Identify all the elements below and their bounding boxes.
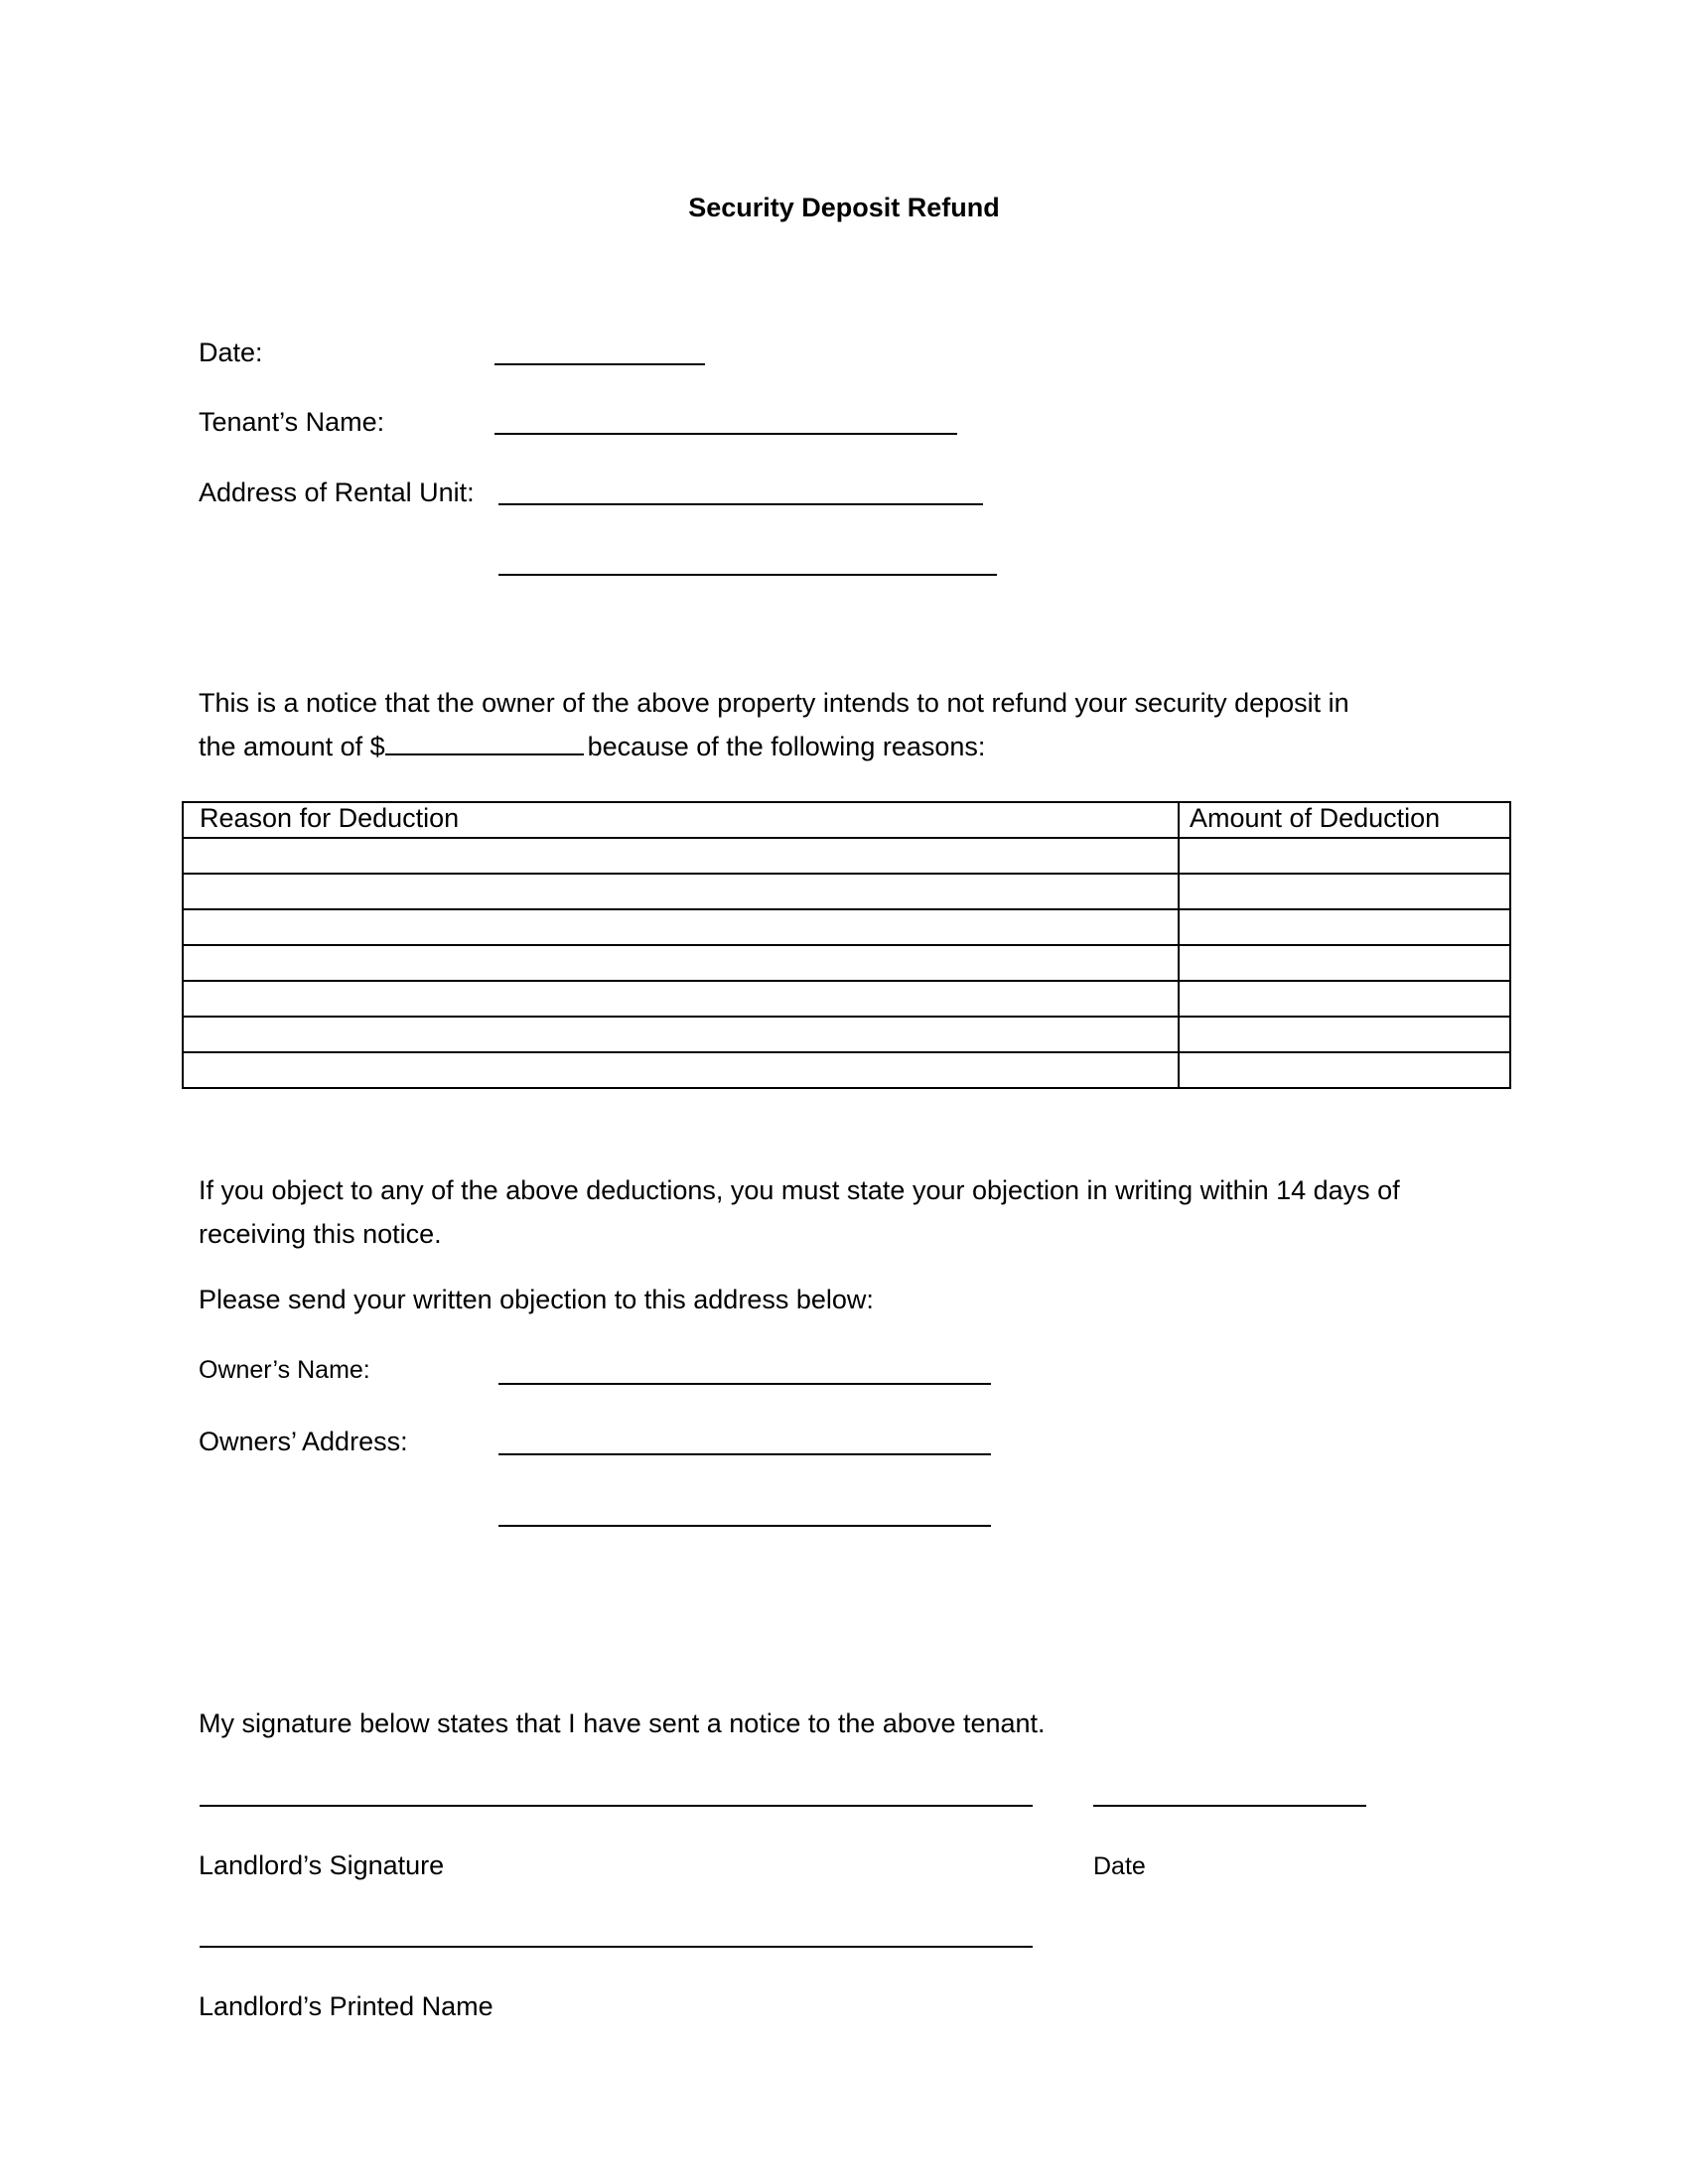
amount-cell[interactable] <box>1179 945 1510 981</box>
rental-address-field-line2[interactable] <box>498 574 997 576</box>
landlord-signature-label: Landlord’s Signature <box>199 1850 445 1880</box>
table-row <box>183 838 1510 874</box>
signature-date-field[interactable] <box>1093 1805 1366 1807</box>
reason-cell[interactable] <box>183 838 1179 874</box>
reason-column-header: Reason for Deduction <box>183 802 1179 838</box>
tenant-name-field[interactable] <box>494 433 957 435</box>
reason-cell[interactable] <box>183 1017 1179 1052</box>
table-row <box>183 1017 1510 1052</box>
owner-address-field-line1[interactable] <box>498 1453 991 1455</box>
notice-paragraph <box>199 681 1349 768</box>
reason-cell[interactable] <box>183 945 1179 981</box>
table-row <box>183 945 1510 981</box>
reason-cell[interactable] <box>183 1052 1179 1088</box>
amount-cell[interactable] <box>1179 981 1510 1017</box>
reason-cell[interactable] <box>183 981 1179 1017</box>
amount-column-header: Amount of Deduction <box>1179 802 1510 838</box>
landlord-printed-name-label: Landlord’s Printed Name <box>199 1991 493 2021</box>
tenant-name-label: Tenant’s Name: <box>199 407 385 437</box>
landlord-printed-name-field[interactable] <box>200 1946 1033 1948</box>
notice-line-2 <box>199 725 1349 768</box>
table-row <box>183 1052 1510 1088</box>
amount-cell[interactable] <box>1179 1052 1510 1088</box>
signature-date-label: Date <box>1093 1852 1146 1880</box>
deductions-table <box>182 801 1511 1089</box>
date-field[interactable] <box>494 363 705 365</box>
owner-address-label: Owners’ Address: <box>199 1427 408 1456</box>
owner-name-label: Owner’s Name: <box>199 1356 370 1384</box>
table-header-row <box>183 802 1510 838</box>
document-title: Security Deposit Refund <box>688 193 1000 222</box>
reason-cell[interactable] <box>183 909 1179 945</box>
amount-cell[interactable] <box>1179 874 1510 909</box>
amount-cell[interactable] <box>1179 1017 1510 1052</box>
send-objection-instruction: Please send your written objection to this address below: <box>199 1285 874 1314</box>
owner-address-field-line2[interactable] <box>498 1525 991 1527</box>
signature-statement: My signature below states that I have sent a notice to the above tenant. <box>199 1708 1046 1738</box>
amount-cell[interactable] <box>1179 838 1510 874</box>
reason-cell[interactable] <box>183 874 1179 909</box>
refund-amount-field[interactable] <box>385 730 584 755</box>
date-label: Date: <box>199 338 263 367</box>
rental-address-label: Address of Rental Unit: <box>199 478 475 507</box>
table-row <box>183 874 1510 909</box>
objection-line-1: If you object to any of the above deductions, you must state your objection in writing within 14 days of <box>199 1175 1400 1205</box>
objection-line-2: receiving this notice. <box>199 1219 442 1249</box>
table-row <box>183 981 1510 1017</box>
notice-amount-prefix: the amount of $ <box>199 732 385 761</box>
table-row <box>183 909 1510 945</box>
objection-paragraph <box>199 1168 1400 1256</box>
owner-name-field[interactable] <box>498 1383 991 1385</box>
landlord-signature-field[interactable] <box>200 1805 1033 1807</box>
amount-cell[interactable] <box>1179 909 1510 945</box>
notice-line-1: This is a notice that the owner of the above property intends to not refund your security deposit in <box>199 688 1349 718</box>
rental-address-field-line1[interactable] <box>498 503 983 505</box>
notice-reasons-suffix: because of the following reasons: <box>587 732 986 761</box>
